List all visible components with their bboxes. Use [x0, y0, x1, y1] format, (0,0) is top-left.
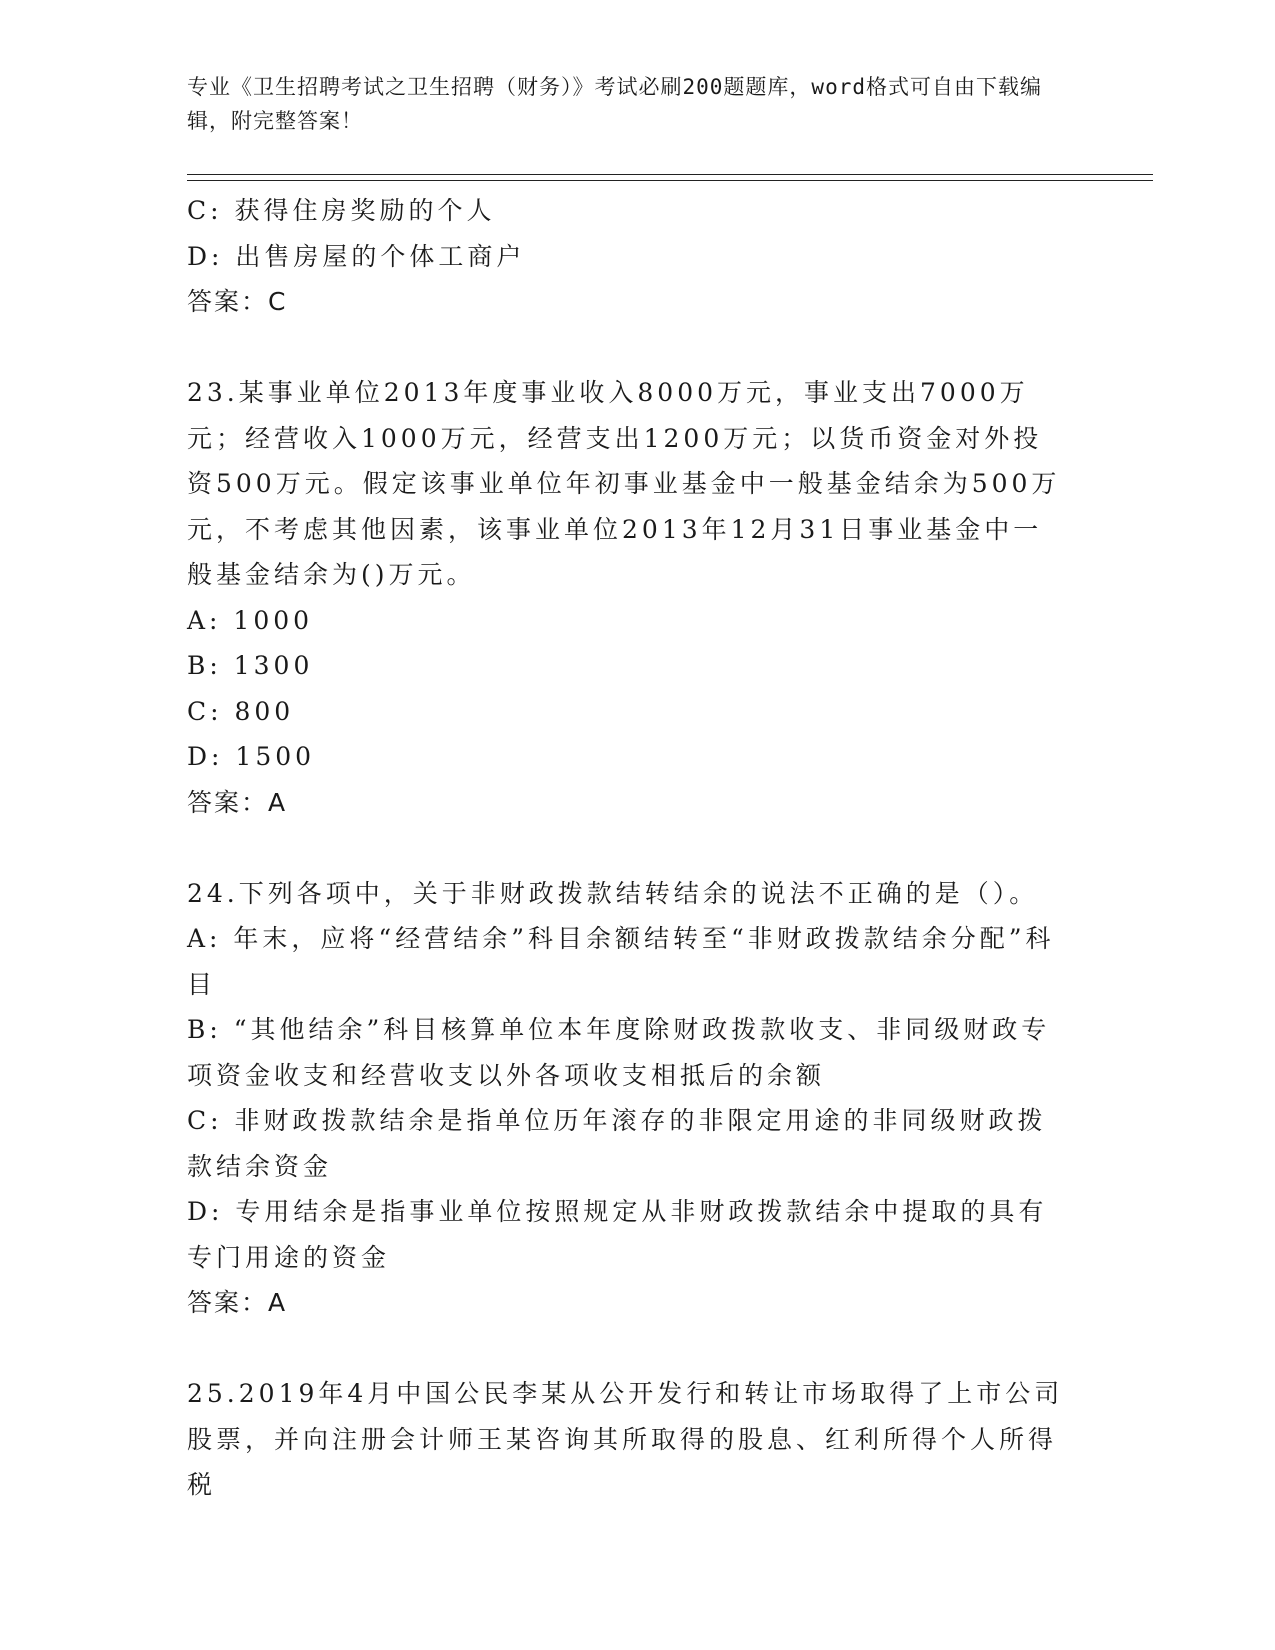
answer-line: 答案：A [187, 1288, 288, 1317]
option-b: B: 1300 [187, 651, 314, 680]
option-a: A: 年末，应将“经营结余”科目余额结转至“非财政拨款结余分配”科目 [187, 924, 1055, 999]
question-text: 25.2019年4月中国公民李某从公开发行和转让市场取得了上市公司股票，并向注册会计师王某咨询其所取得的股息、红利所得个人所得税 [187, 1379, 1064, 1499]
option-b: B: “其他结余”科目核算单位本年度除财政拨款收支、非同级财政专项资金收支和经营收支以外各项收支相抵后的余额 [187, 1015, 1051, 1090]
question-block-22-continuation [187, 188, 1067, 325]
question-text: 23.某事业单位2013年度事业收入8000万元，事业支出7000万元；经营收入1000万元，经营支出1200万元；以货币资金对外投资500万元。假定该事业单位年初事业基金中一般基金结余为500万元，不考虑其他因素，该事业单位2013年12月31日事业基金中一般基金结余为()万元。 [187, 378, 1061, 589]
option-a: A: 1000 [187, 605, 314, 635]
page-header [187, 70, 1067, 138]
question-block-24 [187, 871, 1067, 1326]
answer-line: 答案：A [187, 787, 288, 817]
answer-line: 答案：C [187, 287, 288, 316]
question-list [187, 188, 1067, 1508]
option-d: D: 专用结余是指事业单位按照规定从非财政拨款结余中提取的具有专门用途的资金 [187, 1197, 1048, 1272]
spacer [187, 1326, 1067, 1372]
option-c: C: 800 [187, 696, 295, 726]
spacer [187, 325, 1067, 371]
option-c: C: 获得住房奖励的个人 [187, 196, 496, 225]
header-divider-secondary [187, 180, 1153, 181]
question-text: 24.下列各项中，关于非财政拨款结转结余的说法不正确的是（）。 [187, 878, 1039, 908]
spacer [187, 825, 1067, 871]
question-block-23 [187, 370, 1067, 825]
option-d: D: 出售房屋的个体工商户 [187, 241, 526, 271]
option-d: D: 1500 [187, 742, 316, 771]
document-title: 专业《卫生招聘考试之卫生招聘（财务）》考试必刷200题题库，word格式可自由下载编辑，附完整答案！ [187, 75, 1042, 133]
option-c: C: 非财政拨款结余是指单位历年滚存的非限定用途的非同级财政拨款结余资金 [187, 1106, 1047, 1181]
header-divider [187, 174, 1153, 175]
question-block-25 [187, 1371, 1067, 1508]
